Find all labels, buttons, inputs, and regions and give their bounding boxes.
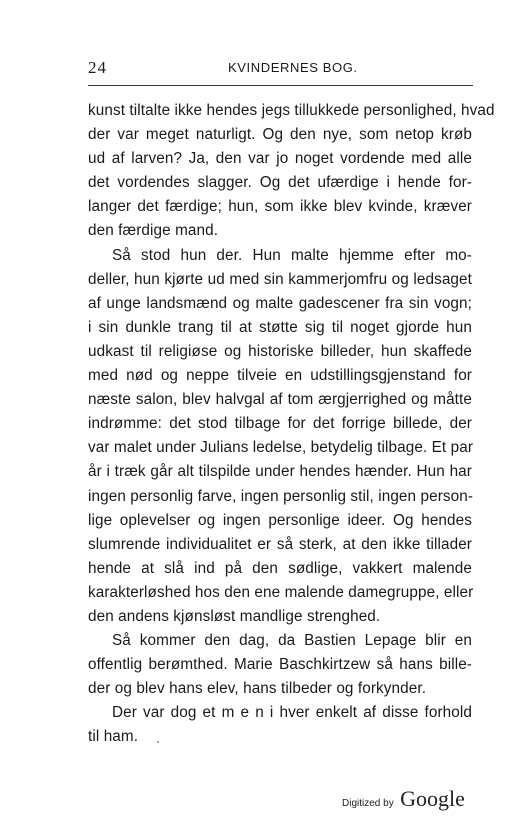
text-line: med nød og neppe tilveie en udstillingsgjenstand for [88,367,472,385]
text-line: den færdige mand. [88,222,219,240]
text-line: langer det færdige; hun, som ikke blev kvinde, kræver [88,198,472,216]
digitized-by-google-mark [342,786,465,816]
text-line: år i træk går alt tilspilde under hendes hænder. Hun har [88,463,472,481]
digitized-by-label: Digitized by [342,798,394,809]
text-line: næste salon, blev halvgal af tom ærgjerrighed og måtte [88,391,472,409]
google-wordmark: Google [400,786,465,811]
text-line: til ham. [88,728,139,746]
text-line: lige oplevelser og ingen personlige ideer. Og hendes [88,511,472,529]
text-line: var malet under Julians ledelse, betydelig tilbage. Et par [88,439,474,457]
text-line: der og blev hans elev, hans tilbeder og forkynder. [88,680,427,698]
paper-speck [157,741,159,743]
text-line: i sin dunkle trang til at støtte sig til noget gjorde hun [88,318,472,336]
text-line: ud af larven? Ja, den var jo noget vordende med alle [88,150,472,168]
text-line: hende at slå ind på den sødlige, vakkert malende [88,559,472,577]
text-line: slumrende individualitet er så sterk, at den ikke tillader [88,535,472,553]
text-line: kunst tiltalte ikke hendes jegs tillukkede personlighed, hvad [88,102,495,119]
text-line: indrømme: det stod tilbage for det forrige billede, der [88,415,472,433]
text-line: det vordendes slagger. Og det ufærdige i hende for- [88,174,472,192]
text-line: offentlig berømthed. Marie Baschkirtzew så hans bille- [88,656,472,674]
header-rule [88,85,473,86]
page-number: 24 [88,58,107,77]
body-text [88,99,495,750]
text-line: Der var dog et m e n i hver enkelt af disse forhold [112,704,472,722]
text-line: ingen personlig farve, ingen personlig stil, ingen person- [88,487,474,505]
text-line: deller, hun kjørte ud med sin kammerjomfru og ledsaget [88,270,472,288]
text-line: Så stod hun der. Hun malte hjemme efter mo- [112,246,472,264]
running-head: KVINDERNES BOG. [228,60,358,75]
text-line: Så kommer den dag, da Bastien Lepage blir en [112,632,472,650]
text-line: der var meget naturligt. Og den nye, som netop krøb [88,126,472,144]
text-line: den andens kjønsløst mandlige strenghed. [88,607,381,625]
page-header [88,58,473,82]
text-line: af unge landsmænd og malte gadescener fra sin vogn; [88,294,472,312]
text-line: udkast til religiøse og historiske billeder, hun skaffede [88,342,472,360]
text-line: karakterløshed hos den ene malende damegruppe, eller [88,583,474,601]
